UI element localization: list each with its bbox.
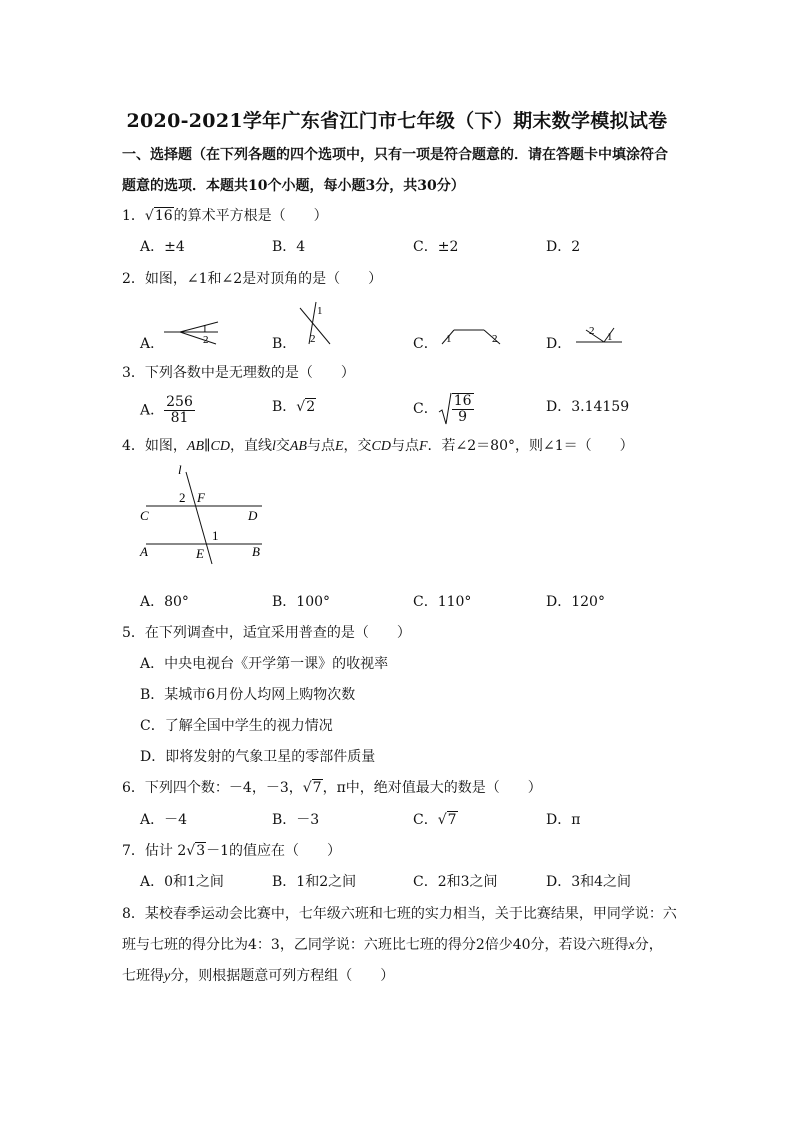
- section-heading-line1: 一、选择题（在下列各题的四个选项中，只有一项是符合题意的．请在答题卡中填涂符合: [122, 147, 668, 163]
- question-5-option-b: B．某城市6月份人均网上购物次数: [140, 687, 356, 703]
- svg-text:E: E: [196, 546, 204, 561]
- svg-text:2: 2: [310, 333, 316, 345]
- section-heading-line2: 题意的选项．本题共10个小题，每小题3分，共30分）: [122, 178, 465, 194]
- svg-text:C: C: [140, 508, 149, 523]
- question-1-option-d: D．2: [546, 239, 581, 255]
- svg-text:2: 2: [203, 334, 209, 346]
- question-7-sqrt: √3: [186, 843, 206, 859]
- question-8-line1: 8．某校春季运动会比赛中，七年级六班和七班的实力相当，关于比赛结果，甲同学说：六: [122, 906, 677, 922]
- question-3-option-b-label: B．: [272, 399, 297, 415]
- svg-text:D: D: [248, 508, 258, 523]
- question-2-stem: 2．如图，∠1和∠2是对顶角的是（ ）: [122, 271, 383, 287]
- question-7-option-d: D．3和4之间: [546, 874, 632, 890]
- question-1-option-a: A．±4: [140, 239, 185, 255]
- question-3-option-b-sqrt: √2: [296, 399, 316, 415]
- question-6-option-c-sqrt: √7: [437, 812, 457, 828]
- question-2-figure-a: [160, 318, 226, 350]
- question-3-option-a-fraction: $\frac{256}{81}$: [166, 394, 193, 426]
- svg-text:2: 2: [179, 490, 186, 505]
- question-1-number: 1．: [122, 208, 145, 224]
- question-1-option-c: C．±2: [413, 239, 459, 255]
- question-5-option-c: C．了解全国中学生的视力情况: [140, 718, 333, 734]
- svg-text:B: B: [252, 544, 260, 559]
- question-3-option-a-label: A．: [140, 402, 165, 419]
- question-6-option-b: B．－3: [272, 812, 320, 828]
- question-3-option-d: D．3.14159: [546, 399, 630, 415]
- question-2-label-b: B．: [272, 336, 297, 352]
- question-2-label-d: D．: [546, 336, 572, 352]
- question-1-radicand: 16: [154, 208, 173, 224]
- question-6-stem: 6．下列四个数：－4，－3，√7，π中，绝对值最大的数是（ ）: [122, 780, 542, 796]
- question-2-figure-c: [436, 324, 506, 348]
- question-3-option-c-label: C．: [413, 401, 438, 417]
- svg-text:F: F: [197, 490, 205, 505]
- svg-text:2: 2: [492, 333, 498, 345]
- question-2-figure-d: [574, 322, 626, 350]
- page-title: 2020-2021学年广东省江门市七年级（下）期末数学模拟试卷: [126, 110, 668, 132]
- question-3-option-c: [413, 392, 474, 426]
- question-1-option-b: B．4: [272, 239, 306, 255]
- svg-text:A: A: [140, 544, 148, 559]
- question-2-label-c: C．: [413, 336, 438, 352]
- question-4-option-a: A．80°: [140, 594, 189, 610]
- question-6-option-c: C．√7: [413, 812, 457, 828]
- question-2-label-a: A．: [140, 336, 165, 352]
- question-4-figure: [136, 460, 272, 568]
- question-7-option-a: A．0和1之间: [140, 874, 224, 890]
- question-3-option-c-sqrt: $\frac{16}{9}$: [438, 392, 474, 426]
- question-2-figure-b: [296, 300, 336, 348]
- question-5-option-d: D．即将发射的气象卫星的零部件质量: [140, 749, 376, 765]
- question-1-sqrt: √16: [144, 208, 173, 224]
- svg-text:1: 1: [446, 333, 452, 345]
- question-1-stem: 的算术平方根是（ ）: [173, 208, 328, 224]
- question-3-option-a: [140, 395, 195, 426]
- question-8-line2: 班与七班的得分比为4：3，乙同学说：六班比七班的得分2倍少40分，若设六班得x分，: [122, 937, 663, 953]
- question-1: [122, 207, 328, 225]
- svg-text:1: 1: [212, 528, 219, 543]
- question-4-stem: 4．如图，AB∥CD，直线l交AB与点E，交CD与点F．若∠2＝80°，则∠1＝（ ）: [122, 438, 634, 454]
- question-3-stem: 3．下列各数中是无理数的是（ ）: [122, 365, 355, 381]
- question-5-option-a: A．中央电视台《开学第一课》的收视率: [140, 656, 389, 672]
- question-7-option-c: C．2和3之间: [413, 874, 498, 890]
- question-6-option-a: A．－4: [140, 812, 188, 828]
- question-3-option-b: [272, 398, 316, 416]
- question-6-option-d: D．π: [546, 812, 581, 828]
- svg-text:2: 2: [589, 325, 595, 337]
- question-4-option-d: D．120°: [546, 594, 605, 610]
- svg-text:1: 1: [202, 323, 208, 335]
- question-4-option-c: C．110°: [413, 594, 472, 610]
- svg-text:1: 1: [607, 331, 613, 343]
- question-5-stem: 5．在下列调查中，适宜采用普查的是（ ）: [122, 625, 411, 641]
- svg-text:l: l: [178, 462, 182, 477]
- svg-text:1: 1: [317, 305, 323, 317]
- question-8-line3: 七班得y分，则根据题意可列方程组（ ）: [122, 968, 395, 984]
- question-7-stem: 7．估计 2√3－1的值应在（ ）: [122, 843, 342, 859]
- question-7-option-b: B．1和2之间: [272, 874, 357, 890]
- question-4-option-b: B．100°: [272, 594, 331, 610]
- question-6-sqrt: √7: [302, 780, 322, 796]
